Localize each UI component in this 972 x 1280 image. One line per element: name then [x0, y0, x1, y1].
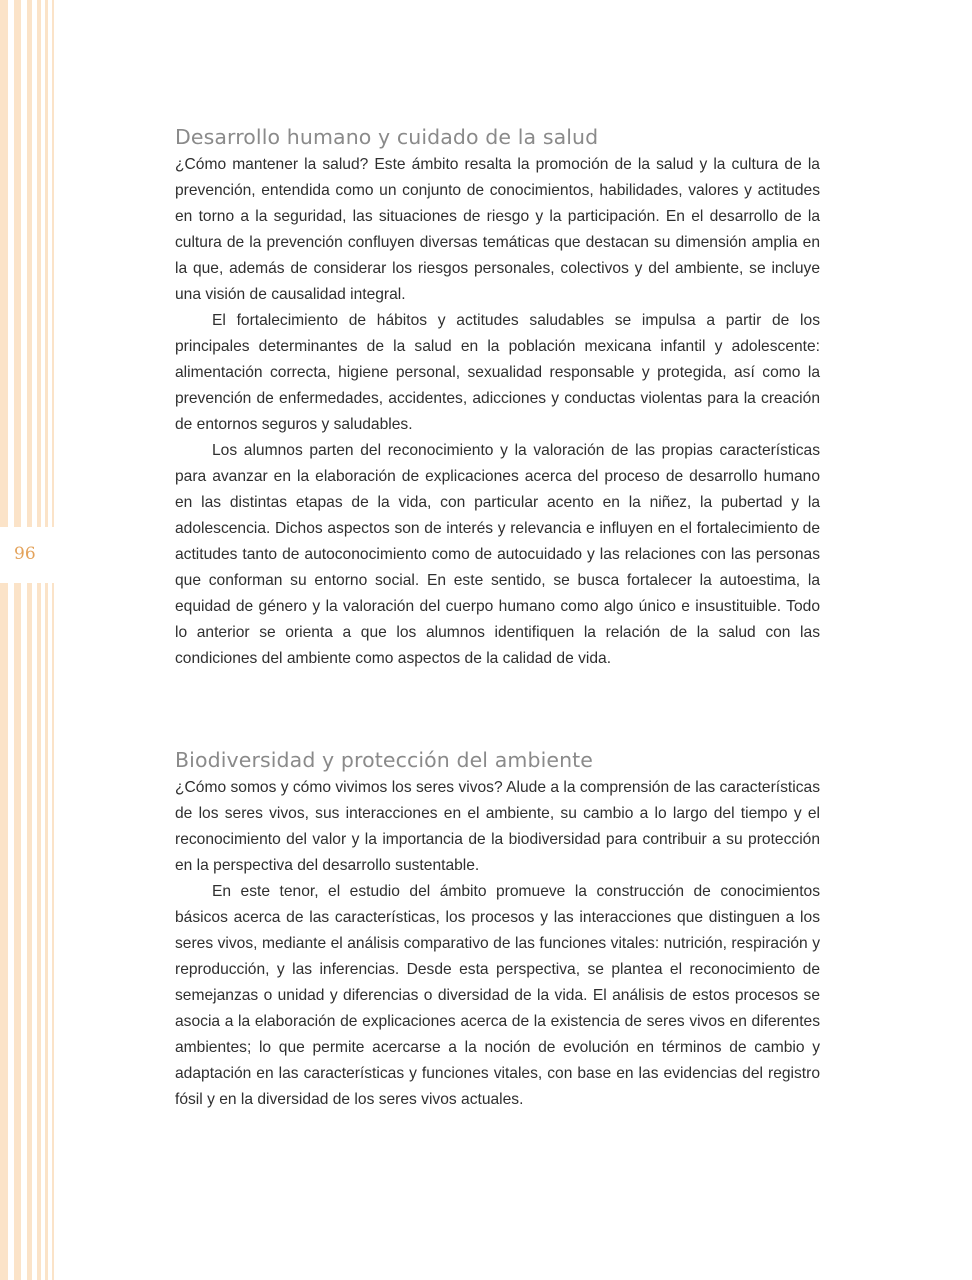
paragraph: ¿Cómo somos y cómo vivimos los seres vivos? Alude a la comprensión de las características de los seres vivos, sus interacciones en el ambiente, su cambio a lo largo del tiempo y el reconocimiento del valor y la importancia de la biodiversidad para contribuir a su protección en la perspectiva del desarrollo sustentable.: [175, 779, 820, 874]
section-title: Desarrollo humano y cuidado de la salud: [175, 125, 599, 149]
margin-stripe: [0, 0, 8, 1280]
margin-stripe: [37, 0, 41, 1280]
paragraph: En este tenor, el estudio del ámbito promueve la construcción de conocimientos básicos acerca de las características, los procesos y las interacciones que distinguen a los seres vivos, mediante el análisis comparativo de las funciones vitales: nutrición, respiración y reproducción, y las inferencias. Desde esta perspectiva, se plantea el reconocimiento de semejanzas o unidad y diferencias o diversidad de la vida. El análisis de estos procesos se asocia a la elaboración de explicaciones acerca de la existencia de seres vivos en diferentes ambientes; lo que permite acercarse a la noción de evolución en términos de cambio y adaptación en las características y funciones vitales, con base en las evidencias del registro fósil y en la diversidad de los seres vivos actuales.: [175, 883, 820, 1108]
paragraph: El fortalecimiento de hábitos y actitudes saludables se impulsa a partir de los principales determinantes de la salud en la población mexicana infantil y adolescente: alimentación correcta, higiene personal, sexualidad responsable y protegida, así como la prevención de enfermedades, accidentes, adicciones y conductas violentas para la creación de entornos seguros y saludables.: [175, 312, 820, 433]
margin-stripe: [14, 0, 21, 1280]
section-health: [175, 122, 820, 672]
margin-stripe: [45, 0, 48, 1280]
margin-stripe: [27, 0, 32, 1280]
decorative-margin-stripes: [0, 0, 62, 1280]
page-number: 96: [14, 544, 36, 564]
section-biodiversity: [175, 745, 820, 1113]
paragraph: Los alumnos parten del reconocimiento y la valoración de las propias características para avanzar en la elaboración de explicaciones acerca del proceso de desarrollo humano en las distintas etapas de la vida, con particular acento en la niñez, la pubertad y la adolescencia. Dichos aspectos son de interés y relevancia e influyen en el fortalecimiento de actitudes tanto de autoconocimiento como de autocuidado y las relaciones con las personas que conforman su entorno social. En este sentido, se busca fortalecer la autoestima, la equidad de género y la valoración del cuerpo humano como algo único e insustituible. Todo lo anterior se orienta a que los alumnos identifiquen la relación de la salud con las condiciones del ambiente como aspectos de la calidad de vida.: [175, 442, 820, 667]
paragraph: ¿Cómo mantener la salud? Este ámbito resalta la promoción de la salud y la cultura de la prevención, entendida como un conjunto de conocimientos, habilidades, valores y actitudes en torno a la seguridad, las situaciones de riesgo y la participación. En el desarrollo de la cultura de la prevención confluyen diversas temáticas que destacan su dimensión amplia en la que, además de considerar los riesgos personales, colectivos y del ambiente, se incluye una visión de causalidad integral.: [175, 156, 820, 303]
margin-stripe: [52, 0, 54, 1280]
section-title: Biodiversidad y protección del ambiente: [175, 748, 594, 772]
